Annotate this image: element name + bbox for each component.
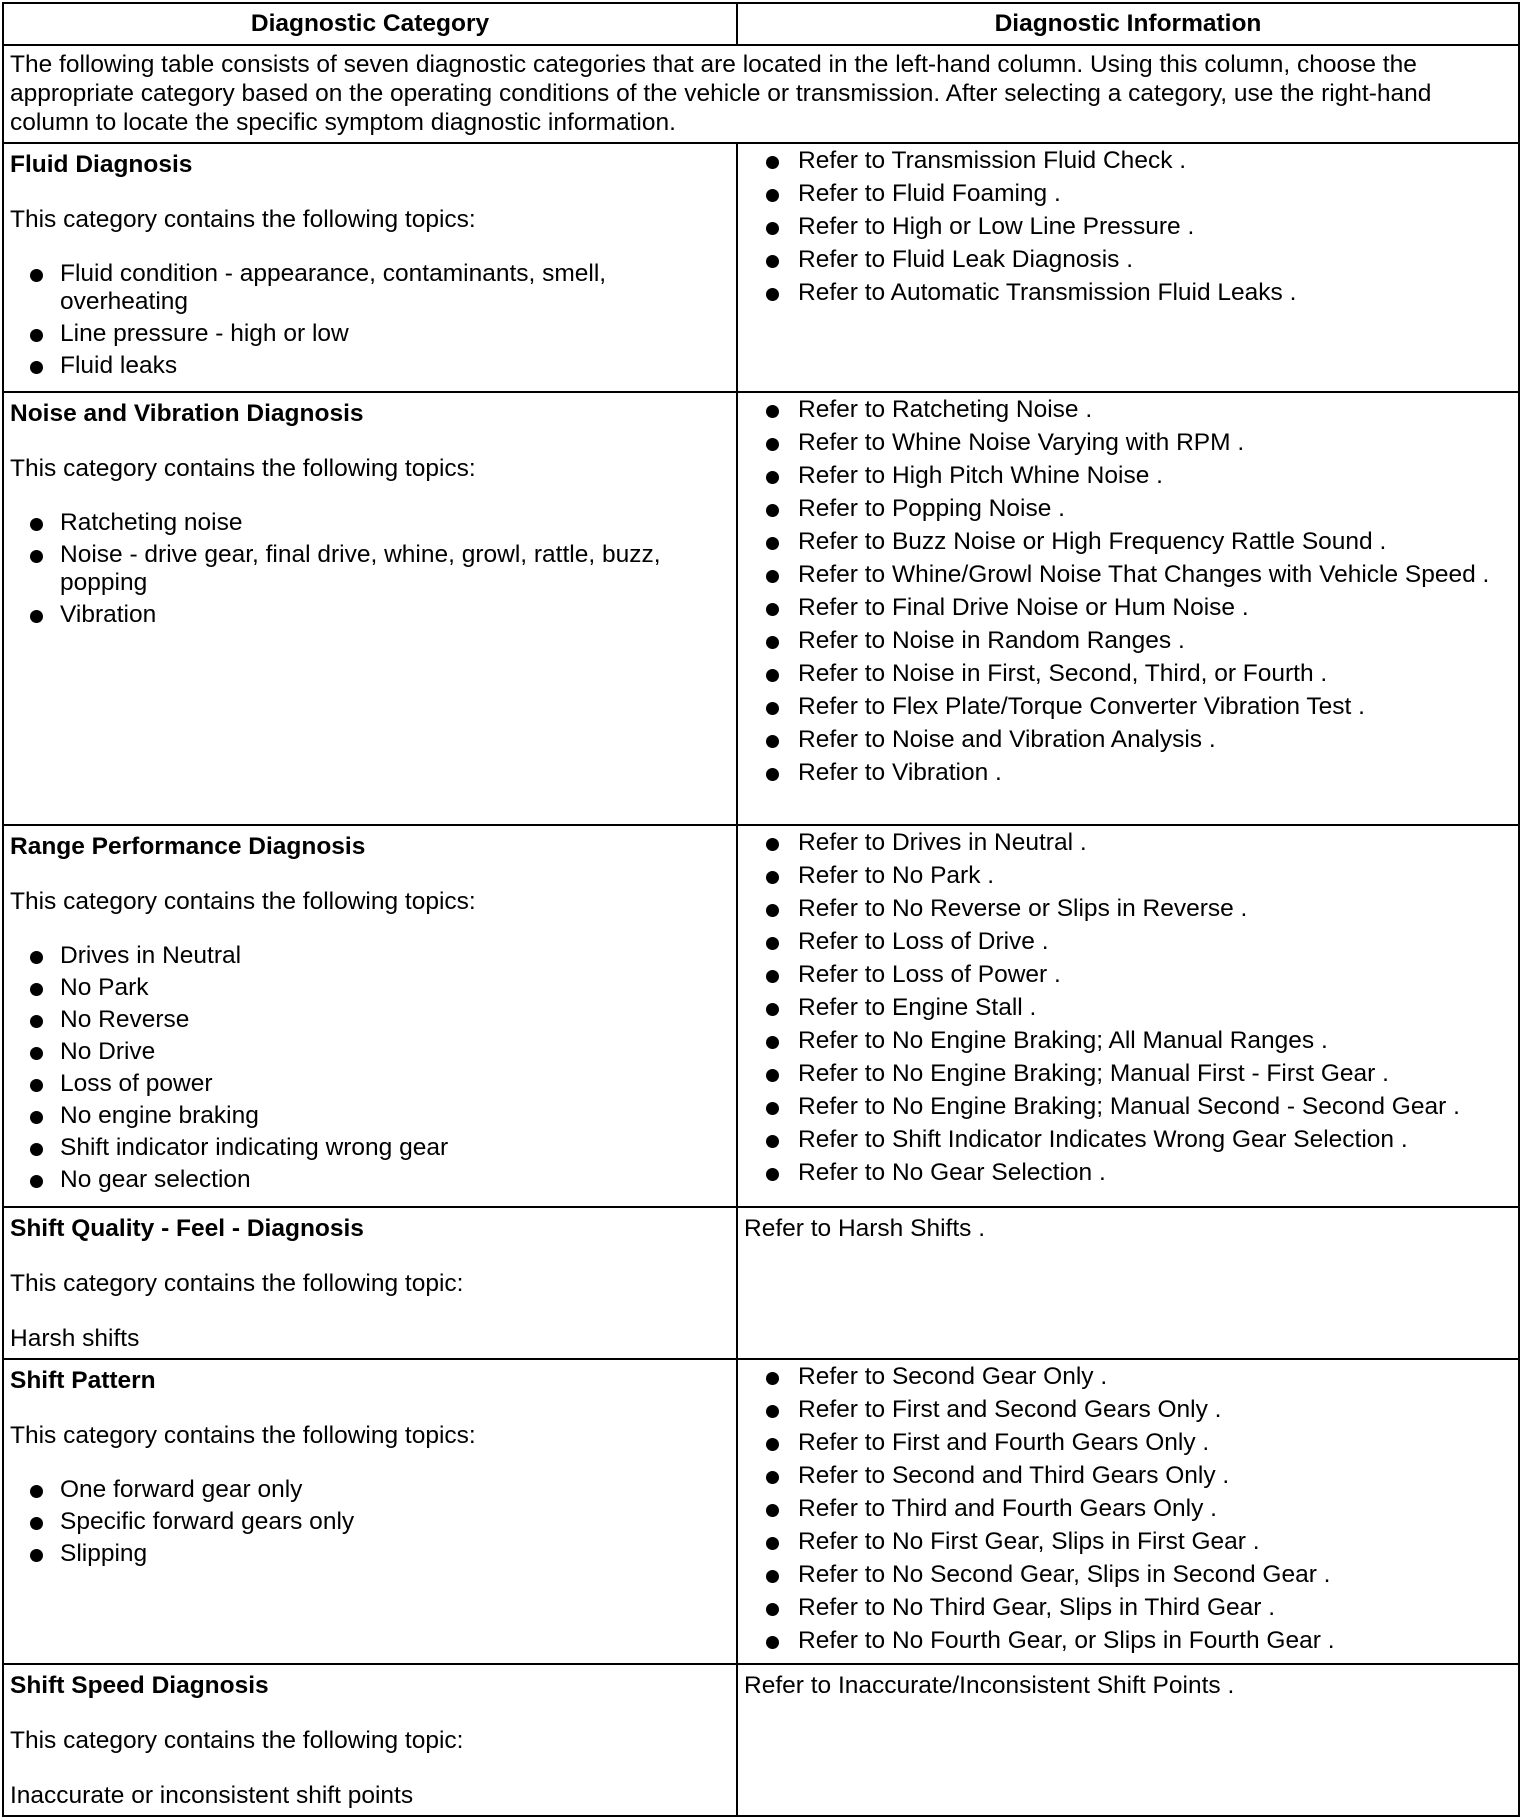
reference-item: Refer to Flex Plate/Torque Converter Vibration Test .: [744, 693, 1512, 721]
topic-item: No Reverse: [10, 1006, 730, 1034]
topic-item: Noise - drive gear, final drive, whine, growl, rattle, buzz, popping: [10, 541, 730, 597]
topic-list: [10, 509, 730, 629]
topic-item: Specific forward gears only: [10, 1508, 730, 1536]
category-description: This category contains the following topic:: [10, 1270, 464, 1297]
category-title: Fluid Diagnosis: [10, 151, 193, 178]
reference-item: Refer to No Second Gear, Slips in Second Gear .: [744, 1561, 1512, 1589]
category-row-fluid-diagnosis: [3, 143, 1519, 392]
category-row-range-performance-diagnosis: [3, 825, 1519, 1207]
intro-text: The following table consists of seven diagnostic categories that are located in the left-hand column. Using this column, choose the appropriate category based on the operating conditions of the vehicle or transmission. After selecting a category, use the right-hand column to locate the specific symptom diagnostic information.: [3, 45, 1519, 143]
category-cell: [3, 1359, 737, 1664]
header-information: Diagnostic Information: [737, 3, 1519, 45]
reference-item: Refer to No Fourth Gear, or Slips in Fourth Gear .: [744, 1627, 1512, 1655]
category-title: Shift Pattern: [10, 1367, 156, 1394]
topic-item: Loss of power: [10, 1070, 730, 1098]
reference-text: Refer to Harsh Shifts .: [744, 1215, 986, 1242]
topic-item: Fluid condition - appearance, contaminants, smell, overheating: [10, 260, 730, 316]
reference-item: Refer to Shift Indicator Indicates Wrong Gear Selection .: [744, 1126, 1512, 1154]
category-description: This category contains the following topics:: [10, 455, 476, 482]
topic-text: Inaccurate or inconsistent shift points: [10, 1782, 414, 1809]
category-cell: [3, 1207, 737, 1359]
reference-item: Refer to No Engine Braking; All Manual Ranges .: [744, 1027, 1512, 1055]
reference-item: Refer to Fluid Foaming .: [744, 180, 1512, 208]
header-category: Diagnostic Category: [3, 3, 737, 45]
reference-item: Refer to Vibration .: [744, 759, 1512, 787]
reference-item: Refer to Third and Fourth Gears Only .: [744, 1495, 1512, 1523]
reference-item: Refer to Drives in Neutral .: [744, 829, 1512, 857]
topic-item: Vibration: [10, 601, 730, 629]
category-description: This category contains the following topics:: [10, 206, 476, 233]
topic-item: No engine braking: [10, 1102, 730, 1130]
topic-list: [10, 942, 730, 1194]
category-row-noise-and-vibration-diagnosis: [3, 392, 1519, 825]
information-cell: [737, 392, 1519, 825]
category-cell: [3, 143, 737, 392]
diagnostic-table: [2, 2, 1520, 1817]
reference-item: Refer to Loss of Drive .: [744, 928, 1512, 956]
category-description: This category contains the following topics:: [10, 888, 476, 915]
information-cell: [737, 1664, 1519, 1816]
reference-item: Refer to Second and Third Gears Only .: [744, 1462, 1512, 1490]
reference-item: Refer to No Park .: [744, 862, 1512, 890]
category-title: Noise and Vibration Diagnosis: [10, 400, 364, 427]
topic-text: Harsh shifts: [10, 1325, 140, 1352]
reference-item: Refer to No Reverse or Slips in Reverse .: [744, 895, 1512, 923]
reference-text: Refer to Inaccurate/Inconsistent Shift Points .: [744, 1672, 1235, 1699]
information-cell: [737, 143, 1519, 392]
reference-item: Refer to Buzz Noise or High Frequency Rattle Sound .: [744, 528, 1512, 556]
topic-item: One forward gear only: [10, 1476, 730, 1504]
topic-list: [10, 260, 730, 380]
reference-item: Refer to Noise in First, Second, Third, or Fourth .: [744, 660, 1512, 688]
reference-item: Refer to Whine/Growl Noise That Changes with Vehicle Speed .: [744, 561, 1512, 589]
reference-item: Refer to Ratcheting Noise .: [744, 396, 1512, 424]
header-row: [3, 3, 1519, 45]
reference-item: Refer to Transmission Fluid Check .: [744, 147, 1512, 175]
topic-list: [10, 1476, 730, 1568]
reference-list: [744, 829, 1512, 1187]
reference-item: Refer to Automatic Transmission Fluid Leaks .: [744, 279, 1512, 307]
category-cell: [3, 392, 737, 825]
information-cell: [737, 825, 1519, 1207]
topic-item: Drives in Neutral: [10, 942, 730, 970]
category-description: This category contains the following topics:: [10, 1422, 476, 1449]
category-description: This category contains the following topic:: [10, 1727, 464, 1754]
reference-item: Refer to Popping Noise .: [744, 495, 1512, 523]
reference-item: Refer to Whine Noise Varying with RPM .: [744, 429, 1512, 457]
category-row-shift-quality-feel-diagnosis: [3, 1207, 1519, 1359]
topic-item: Ratcheting noise: [10, 509, 730, 537]
reference-item: Refer to Final Drive Noise or Hum Noise .: [744, 594, 1512, 622]
category-title: Shift Quality - Feel - Diagnosis: [10, 1215, 364, 1242]
table-body: [3, 45, 1519, 1816]
category-title: Range Performance Diagnosis: [10, 833, 366, 860]
category-title: Shift Speed Diagnosis: [10, 1672, 269, 1699]
topic-item: Shift indicator indicating wrong gear: [10, 1134, 730, 1162]
information-cell: [737, 1207, 1519, 1359]
category-cell: [3, 825, 737, 1207]
reference-item: Refer to High or Low Line Pressure .: [744, 213, 1512, 241]
reference-item: Refer to Noise in Random Ranges .: [744, 627, 1512, 655]
reference-list: [744, 396, 1512, 787]
reference-item: Refer to No Third Gear, Slips in Third Gear .: [744, 1594, 1512, 1622]
reference-item: Refer to Loss of Power .: [744, 961, 1512, 989]
topic-item: Fluid leaks: [10, 352, 730, 380]
reference-list: [744, 147, 1512, 307]
category-cell: [3, 1664, 737, 1816]
information-cell: [737, 1359, 1519, 1664]
reference-item: Refer to No First Gear, Slips in First Gear .: [744, 1528, 1512, 1556]
intro-row: [3, 45, 1519, 143]
reference-item: Refer to Noise and Vibration Analysis .: [744, 726, 1512, 754]
category-row-shift-speed-diagnosis: [3, 1664, 1519, 1816]
reference-list: [744, 1363, 1512, 1655]
reference-item: Refer to Engine Stall .: [744, 994, 1512, 1022]
reference-item: Refer to No Engine Braking; Manual Second - Second Gear .: [744, 1093, 1512, 1121]
reference-item: Refer to No Engine Braking; Manual First - First Gear .: [744, 1060, 1512, 1088]
reference-item: Refer to Fluid Leak Diagnosis .: [744, 246, 1512, 274]
topic-item: Slipping: [10, 1540, 730, 1568]
reference-item: Refer to First and Fourth Gears Only .: [744, 1429, 1512, 1457]
reference-item: Refer to High Pitch Whine Noise .: [744, 462, 1512, 490]
reference-item: Refer to First and Second Gears Only .: [744, 1396, 1512, 1424]
topic-item: No Park: [10, 974, 730, 1002]
topic-item: Line pressure - high or low: [10, 320, 730, 348]
topic-item: No gear selection: [10, 1166, 730, 1194]
reference-item: Refer to No Gear Selection .: [744, 1159, 1512, 1187]
reference-item: Refer to Second Gear Only .: [744, 1363, 1512, 1391]
topic-item: No Drive: [10, 1038, 730, 1066]
category-row-shift-pattern: [3, 1359, 1519, 1664]
